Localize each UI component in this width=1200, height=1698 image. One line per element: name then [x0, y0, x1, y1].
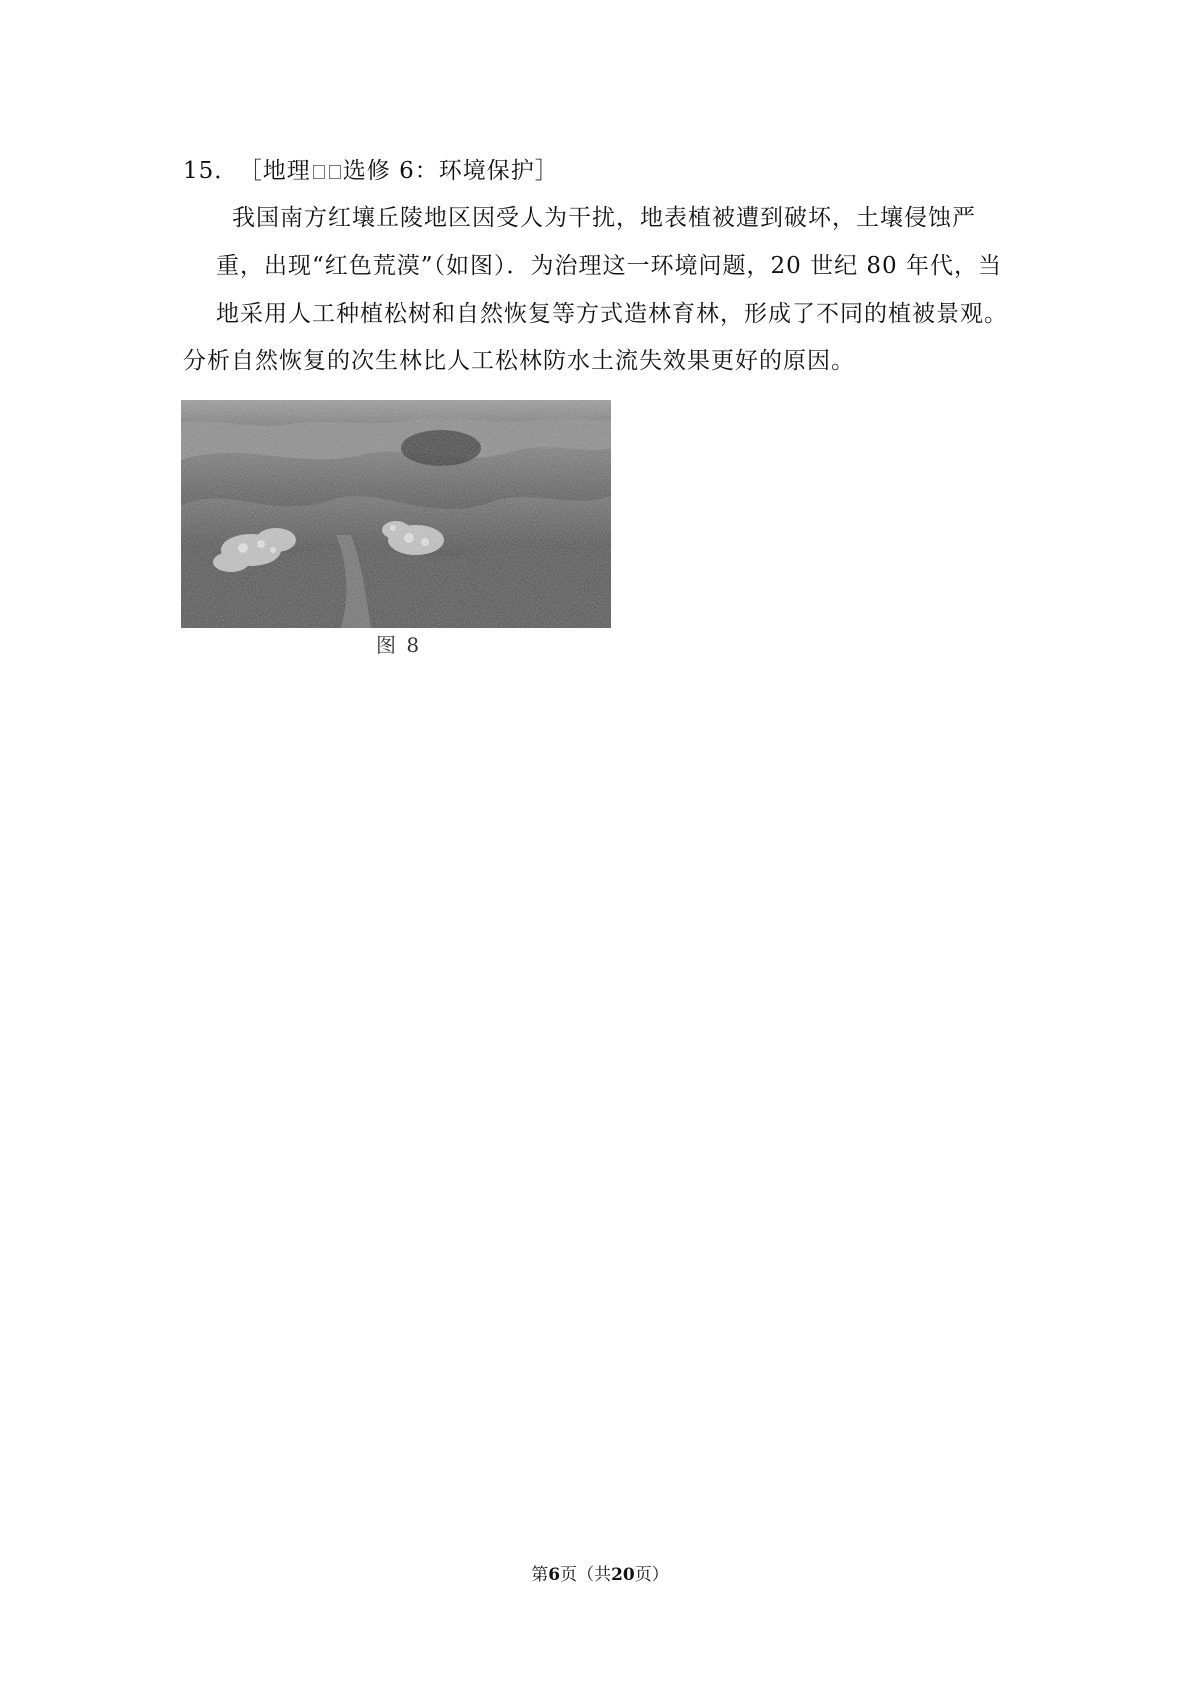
question-heading	[183, 155, 559, 187]
footer-prefix: 第	[531, 1565, 549, 1585]
placeholder-box-icon	[313, 165, 325, 179]
footer-middle: 页（共	[560, 1565, 612, 1585]
eroded-hills-photo	[181, 400, 611, 628]
question-number: 15．	[183, 158, 239, 184]
paragraph-line: 分析自然恢复的次生林比人工松林防水土流失效果更好的原因。	[183, 348, 855, 374]
current-page-number: 6	[548, 1565, 561, 1585]
heading-start: ［地理	[250, 158, 311, 184]
heading-end: 选修 6：环境保护］	[342, 158, 559, 184]
footer-suffix: 页）	[634, 1565, 669, 1585]
placeholder-box-icon	[329, 165, 341, 179]
figure-photo	[181, 400, 611, 628]
page-footer	[0, 1563, 1200, 1587]
paragraph-line: 地采用人工种植松树和自然恢复等方式造林育林，形成了不同的植被景观。	[216, 301, 1008, 327]
paragraph-line: 我国南方红壤丘陵地区因受人为干扰，地表植被遭到破坏，土壤侵蚀严	[232, 205, 976, 231]
paragraph-line: 重，出现“红色荒漠”（如图）．为治理这一环境问题，20 世纪 80 年代，当	[216, 253, 1002, 279]
figure-caption: 图 8	[376, 633, 422, 657]
total-page-number: 20	[611, 1565, 635, 1585]
